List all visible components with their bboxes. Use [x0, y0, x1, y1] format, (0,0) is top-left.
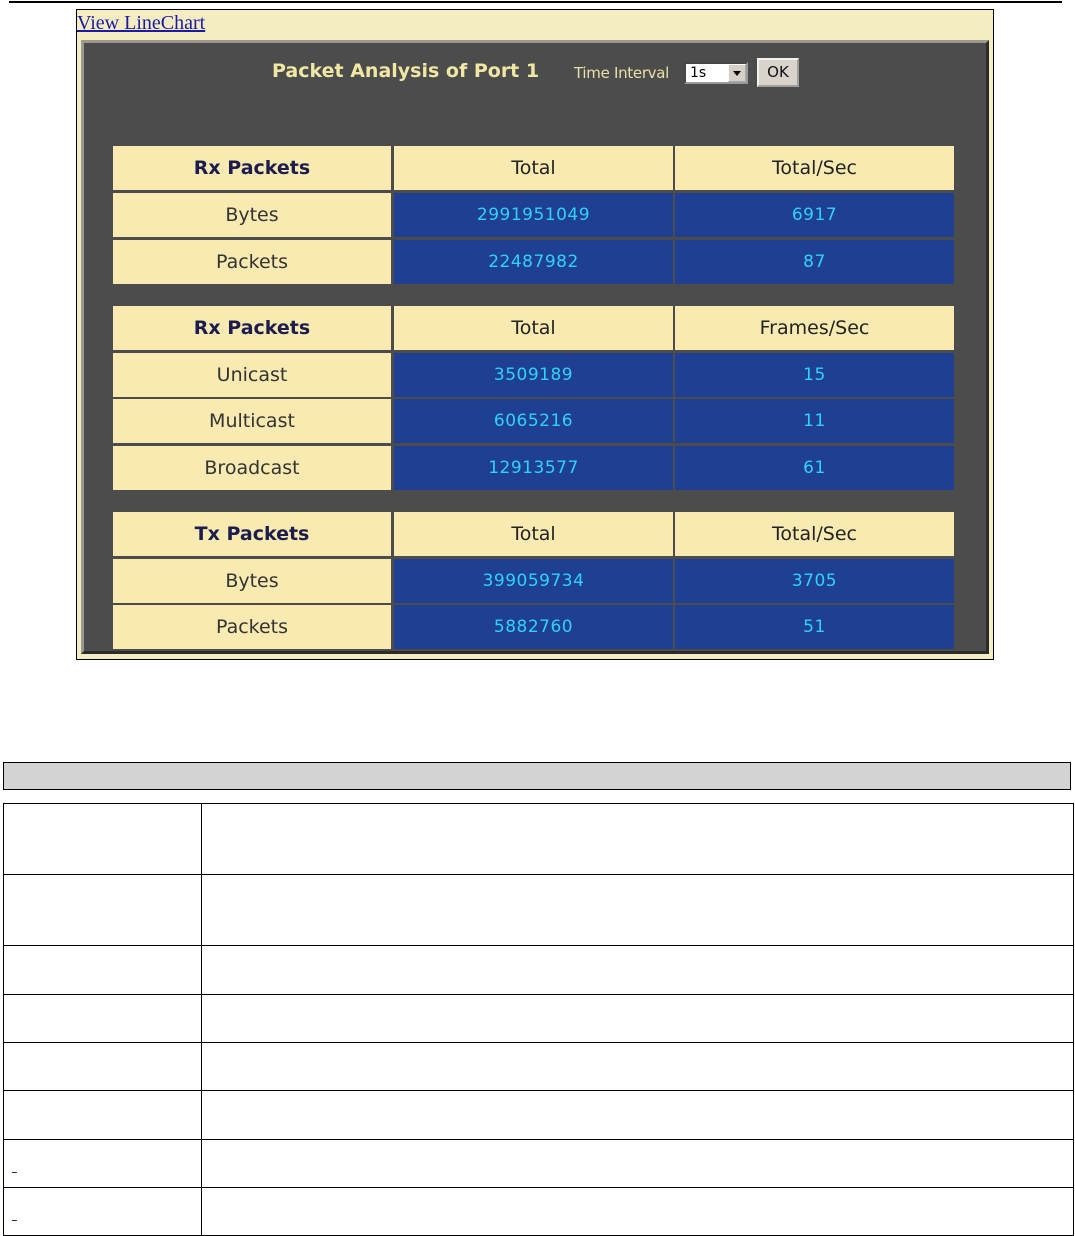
table-row — [4, 1188, 1074, 1236]
rx-broadcast-rate: 61 — [675, 446, 954, 490]
rx-packets-label: Packets — [113, 240, 391, 284]
rx-frames-header-total: Total — [394, 306, 673, 350]
rx-packets-header-label: Rx Packets — [113, 146, 391, 190]
desc-cell — [202, 804, 1074, 875]
table-row — [4, 995, 1074, 1043]
rx-multicast-total: 6065216 — [394, 399, 673, 443]
desc-cell — [202, 1140, 1074, 1188]
rx-multicast-label: Multicast — [113, 399, 391, 443]
rx-broadcast-total: 12913577 — [394, 446, 673, 490]
table-row — [4, 1043, 1074, 1091]
packet-analysis-panel — [81, 40, 989, 654]
time-interval-value: 1s — [690, 65, 707, 81]
desc-cell — [202, 1188, 1074, 1236]
rx-frames-header-rate: Frames/Sec — [675, 306, 954, 350]
tx-packets-header-total: Total — [394, 512, 673, 556]
table-row — [4, 946, 1074, 995]
rx-packets-total: 22487982 — [394, 240, 673, 284]
desc-cell — [202, 995, 1074, 1043]
rx-frames-header-label: Rx Packets — [113, 306, 391, 350]
param-cell — [4, 1140, 202, 1188]
param-cell — [4, 804, 202, 875]
rx-bytes-label: Bytes — [113, 193, 391, 237]
table-row — [4, 1140, 1074, 1188]
ok-button[interactable]: OK — [757, 58, 799, 87]
tx-packets-label: Packets — [113, 605, 391, 649]
param-cell — [4, 995, 202, 1043]
table-row — [4, 804, 1074, 875]
rx-bytes-total: 2991951049 — [394, 193, 673, 237]
rx-packets-header-rate: Total/Sec — [675, 146, 954, 190]
chevron-down-icon[interactable] — [728, 64, 746, 82]
time-interval-label: Time Interval — [574, 64, 670, 82]
desc-cell — [202, 946, 1074, 995]
desc-cell — [202, 1043, 1074, 1091]
param-cell — [4, 1043, 202, 1091]
view-linechart-link[interactable]: View LineChart — [77, 12, 206, 34]
rx-unicast-rate: 15 — [675, 353, 954, 397]
table-row — [4, 1091, 1074, 1140]
rx-broadcast-label: Broadcast — [113, 446, 391, 490]
tx-packets-header-label: Tx Packets — [113, 512, 391, 556]
desc-cell — [202, 1091, 1074, 1140]
param-cell — [4, 1091, 202, 1140]
parameter-description-table — [3, 803, 1074, 1236]
param-cell — [4, 1188, 202, 1236]
tx-packets-header-rate: Total/Sec — [675, 512, 954, 556]
param-link[interactable] — [12, 1157, 108, 1175]
tx-bytes-total: 399059734 — [394, 559, 673, 603]
param-cell — [4, 946, 202, 995]
time-interval-select[interactable] — [684, 62, 748, 84]
screenshot-frame — [76, 9, 994, 660]
rx-multicast-rate: 11 — [675, 399, 954, 443]
tx-packets-rate: 51 — [675, 605, 954, 649]
rx-packets-header-total: Total — [394, 146, 673, 190]
description-caption-bar — [3, 762, 1071, 790]
tx-bytes-rate: 3705 — [675, 559, 954, 603]
param-cell — [4, 875, 202, 946]
top-rule — [9, 1, 1062, 3]
tx-bytes-label: Bytes — [113, 559, 391, 603]
rx-bytes-rate: 6917 — [675, 193, 954, 237]
panel-title: Packet Analysis of Port 1 — [272, 60, 540, 82]
rx-packets-rate: 87 — [675, 240, 954, 284]
rx-unicast-label: Unicast — [113, 353, 391, 397]
tx-packets-total: 5882760 — [394, 605, 673, 649]
rx-unicast-total: 3509189 — [394, 353, 673, 397]
desc-cell — [202, 875, 1074, 946]
param-link[interactable] — [12, 1205, 152, 1223]
table-row — [4, 875, 1074, 946]
